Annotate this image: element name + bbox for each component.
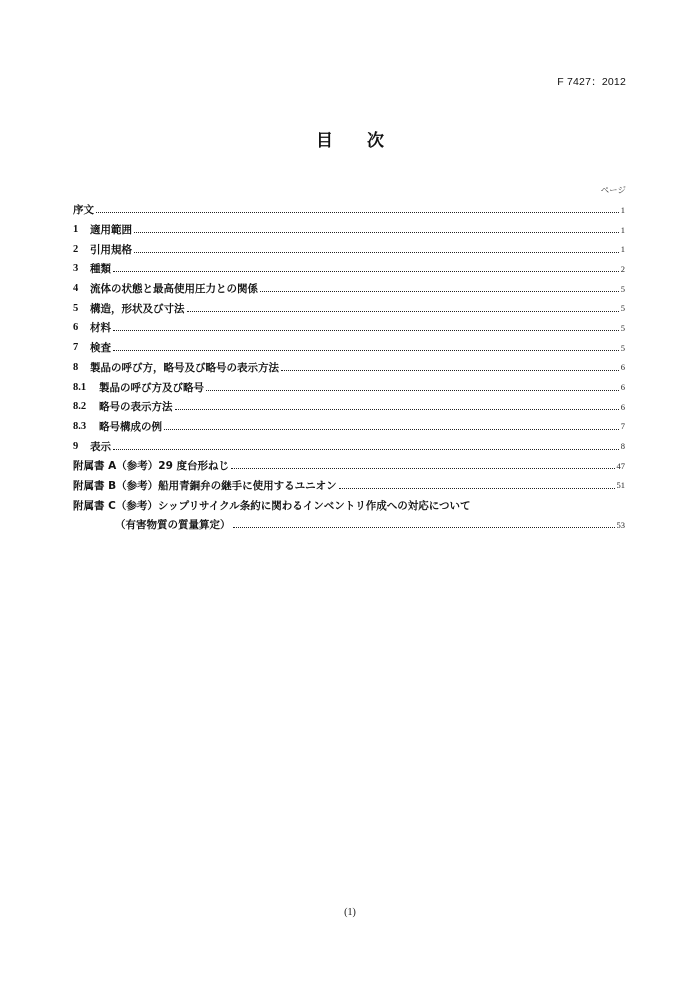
toc-entry-page: 6 — [620, 382, 625, 393]
dot-leader — [187, 311, 619, 312]
dot-leader — [231, 468, 614, 469]
toc-title: 目 次 — [316, 131, 398, 151]
toc-entry-number: 4 — [73, 283, 79, 295]
toc-entry-page: 7 — [620, 421, 625, 432]
toc-entry-annex-b[interactable] — [73, 476, 625, 496]
dot-leader — [164, 429, 619, 430]
toc-entry-text: 種類 — [90, 263, 111, 276]
toc-entry-7[interactable] — [73, 338, 625, 358]
toc-entry-number: 9 — [73, 440, 79, 452]
toc-entry-text: 附属書 B（参考）船用青銅弁の継手に使用するユニオン — [73, 479, 337, 492]
toc-entry-page: 1 — [620, 224, 625, 235]
dot-leader — [113, 271, 619, 272]
toc-entry-page: 1 — [620, 244, 625, 255]
toc-entry-9[interactable] — [73, 436, 625, 456]
dot-leader — [134, 232, 619, 233]
toc-entry-text: （有害物質の質量算定） — [115, 519, 231, 532]
dot-leader — [134, 252, 619, 253]
dot-leader — [260, 291, 619, 292]
toc-entry-8-1[interactable] — [73, 377, 625, 397]
dot-leader — [339, 488, 615, 489]
toc-entry-2[interactable] — [73, 239, 625, 259]
toc-entry-8-3[interactable] — [73, 417, 625, 437]
toc-entry-1[interactable] — [73, 220, 625, 240]
toc-entry-page: 47 — [616, 460, 625, 471]
toc-entry-number: 8.1 — [73, 381, 87, 393]
toc-entry-number: 8 — [73, 361, 79, 373]
toc-entry-text: 表示 — [90, 440, 111, 453]
toc-entry-page: 6 — [620, 401, 625, 412]
toc-entry-text: 材料 — [90, 322, 111, 335]
toc-entry-page: 8 — [620, 441, 625, 452]
toc-entry-annex-a[interactable] — [73, 456, 625, 476]
toc-entry-page: 5 — [620, 283, 625, 294]
toc-entry-number: 6 — [73, 322, 79, 334]
dot-leader — [113, 350, 619, 351]
toc-entry-text: 引用規格 — [90, 243, 132, 256]
table-of-contents — [73, 200, 625, 535]
dot-leader — [96, 212, 619, 213]
toc-entry-4[interactable] — [73, 279, 625, 299]
toc-entry-page: 53 — [616, 519, 625, 530]
toc-entry-page: 5 — [620, 303, 625, 314]
toc-entry-page: 2 — [620, 263, 625, 274]
dot-leader — [206, 390, 619, 391]
toc-entry-page: 1 — [620, 204, 625, 215]
toc-entry-text: 流体の状態と最高使用圧力との関係 — [90, 283, 258, 296]
toc-entry-text: 附属書 C（参考）シップリサイクル条約に関わるインベントリ作成への対応について — [73, 499, 471, 512]
toc-entry-text: 製品の呼び方，略号及び略号の表示方法 — [90, 361, 279, 374]
toc-entry-text: 略号構成の例 — [99, 420, 162, 433]
toc-entry-annex-c[interactable] — [73, 495, 625, 515]
dot-leader — [113, 330, 619, 331]
toc-entry-page: 5 — [620, 322, 625, 333]
toc-entry-annex-c-continued[interactable] — [73, 515, 625, 535]
toc-entry-8[interactable] — [73, 358, 625, 378]
toc-entry-5[interactable] — [73, 298, 625, 318]
toc-entry-3[interactable] — [73, 259, 625, 279]
toc-entry-preface[interactable] — [73, 200, 625, 220]
toc-entry-number: 7 — [73, 342, 79, 354]
toc-entry-number: 8.3 — [73, 420, 87, 432]
toc-entry-text: 製品の呼び方及び略号 — [99, 381, 204, 394]
toc-entry-number: 8.2 — [73, 401, 87, 413]
toc-entry-6[interactable] — [73, 318, 625, 338]
toc-entry-page: 51 — [616, 480, 625, 491]
toc-entry-text: 適用範囲 — [90, 224, 132, 237]
toc-entry-number: 2 — [73, 243, 79, 255]
toc-entry-text: 構造，形状及び寸法 — [90, 302, 185, 315]
toc-entry-text: 序文 — [73, 204, 94, 217]
dot-leader — [281, 370, 619, 371]
toc-entry-page: 5 — [620, 342, 625, 353]
standard-number: F 7427：2012 — [557, 76, 626, 88]
toc-entry-number: 3 — [73, 263, 79, 275]
toc-entry-text: 検査 — [90, 342, 111, 355]
toc-entry-8-2[interactable] — [73, 397, 625, 417]
toc-entry-number: 1 — [73, 224, 79, 236]
toc-entry-text: 略号の表示方法 — [99, 401, 173, 414]
footer-page-number: (1) — [344, 907, 356, 918]
dot-leader — [113, 449, 619, 450]
toc-entry-text: 附属書 A（参考）29 度台形ねじ — [73, 460, 230, 473]
page-column-label: ページ — [600, 186, 626, 196]
toc-entry-page: 6 — [620, 362, 625, 373]
dot-leader — [233, 527, 615, 528]
toc-entry-number: 5 — [73, 302, 79, 314]
dot-leader — [175, 409, 619, 410]
